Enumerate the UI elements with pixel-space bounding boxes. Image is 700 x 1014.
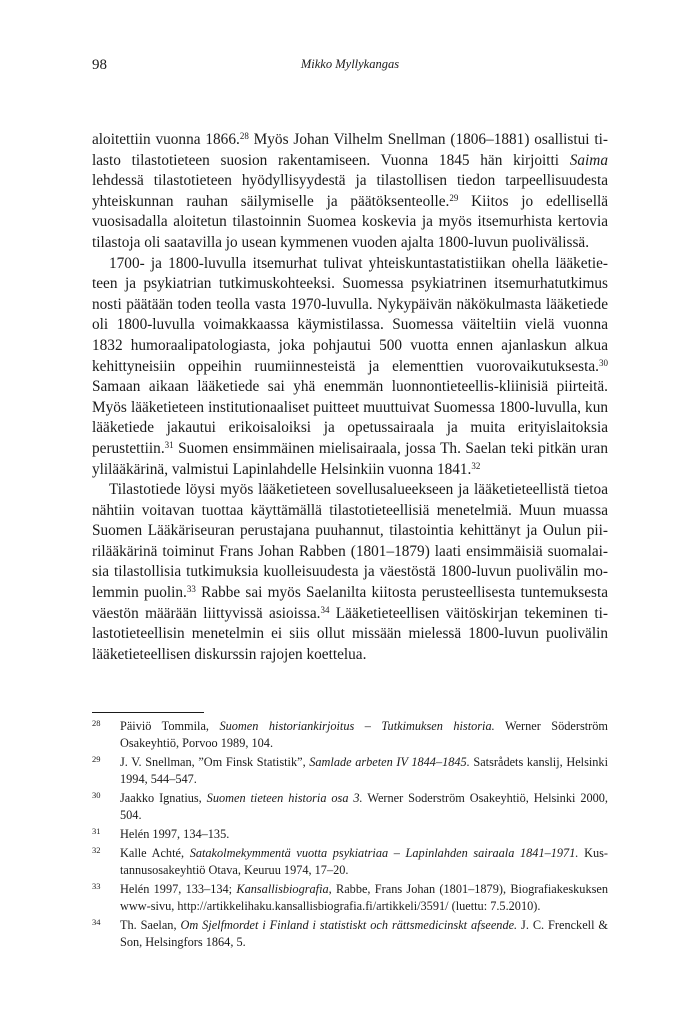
page-number: 98 [92, 57, 107, 73]
footnote [92, 845, 608, 878]
footnote-title: Samlade arbeten IV 1844–1845. [309, 755, 470, 769]
footnote-text: , Rabbe, Frans Johan (1801–1879), Biografiakeskuksen www-sivu, http://artikkelihaku.kansallisbiografia.fi/artikkeli/3591/ (luettu: 7.5.2010). [120, 882, 608, 913]
body-text [92, 130, 608, 665]
text-run: Kiitos jo edellisellä vuosisadalla aloitetun tilastoinnin Suomea koskevia ja myös itsemurhista kertovia tilastoja oli saatavilla jo usean kymmenen vuoden ajalta 1800-luvun puolivälissä. [92, 192, 608, 251]
text-run: Rabbe sai myös Saelanilta kiitosta perusteellisesta tuntemuksesta väestön määrään liittyvissä asioissa. [92, 584, 608, 622]
footnote-title: Kansallisbiografia [236, 882, 329, 897]
footnote-text: Jaakko Ignatius, [120, 791, 207, 805]
footnote-number: 31 [92, 826, 101, 836]
footnote-number: 34 [92, 917, 101, 928]
footnote-text: Satsrådets kanslij, Helsinki 1994, 544–547. [120, 755, 608, 786]
footnote-rule [92, 712, 204, 713]
footnote [92, 826, 608, 843]
footnote [92, 718, 608, 751]
footnote-number: 33 [92, 881, 101, 892]
footnote-ref[interactable]: 34 [320, 604, 330, 615]
paragraph [92, 480, 608, 665]
footnote [92, 917, 608, 950]
footnote-text: Kustannusosakeyhtiö Otava, Keuruu 1974, 17–20. [120, 846, 609, 877]
footnote [92, 754, 608, 787]
text-run: aloitettiin vuonna 1866. [92, 131, 240, 148]
text-run: Samaan aikaan lääketiede sai yhä enemmän luonnontieteellis-kliinisiä piirteitä. Myös lääketieteen institutionaaliset puitteet muuttuivat Suomessa 1800-luvulla, kun lääketiede jakautui erikoisaloiksi ja opetussairaala ja muita erityislaitoksia perustettiin. [92, 378, 608, 457]
footnote-title: Om Sjelfmordet i Finland i statistiskt och rättsmedicinskt afseende. [180, 918, 518, 933]
footnote-title: Suomen historiankirjoitus – Tutkimuksen historia. [219, 719, 495, 733]
footnote-text: Th. Saelan, [120, 918, 181, 933]
footnote-ref[interactable]: 33 [186, 584, 196, 595]
text-run-italic: Saima [569, 151, 608, 169]
footnote-ref[interactable]: 28 [239, 131, 249, 141]
footnote-text: J. V. Snellman, ”Om Finsk Statistik”, [120, 755, 310, 769]
text-run: 1700- ja 1800-luvulla itsemurhat tulivat yhteiskuntastatistiikan ohella lääketieteen ja psykiatrian tutkimuskohteeksi. Suomessa psykiatrinen itsemurhatutkimus nosti päätään toden teolla vasta 1970-luvulla. Nykypäivän näkökulmasta lääketiede oli 1800-luvulla voimakkaassa käymistilassa. Suomessa väiteltiin vielä vuonna 1832 humoraalipatologiasta, joka pohjautui 500 vuotta ennen ajanlaskun alkua kehittyneisiin oppeihin ruumiinnesteistä ja elementtien vuorovaikutuksesta. [92, 254, 608, 375]
footnote-ref[interactable]: 29 [449, 192, 459, 203]
paragraph [92, 254, 608, 481]
footnote-text: Helén 1997, 134–135. [120, 827, 230, 841]
text-run: Myös Johan Vilhelm Snellman (1806–1881) osallistui tilasto tilastotieteen suosion rakentamiseen. Vuonna 1845 hän kirjoitti [92, 131, 608, 169]
footnote-text: Werner Soderström Osakeyhtiö, Helsinki 2000, 504. [120, 791, 608, 822]
text-run: Tilastotiede löysi myös lääketieteen sovellusalueekseen ja lääketieteellistä tietoa nähtiin voitavan tuottaa käyttämällä tilastotieteellisiä menetelmiä. Muun muassa Suomen Lääkäriseuran perustajana puuhannut, tilastointia kehittänyt ja Oulun piirilääkärinä toiminut Frans Johan Rabben (1801–1879) laati ensimmäisiä suomalaisia tilastollisia tutkimuksia kuolleisuudesta ja väestöstä 1800-luvun puolivälin molemmin puolin. [92, 481, 608, 602]
footnote-text: Päiviö Tommila, [120, 719, 220, 733]
footnote-number: 32 [92, 845, 101, 856]
footnote-ref[interactable]: 30 [599, 357, 608, 368]
running-head: Mikko Myllykangas [300, 57, 400, 71]
footnote [92, 881, 608, 914]
footnote-text: Kalle Achté, [120, 846, 190, 861]
footnote-text: Werner Söderström Osakeyhtiö, Porvoo 1989, 104. [120, 719, 608, 750]
footnote-ref[interactable]: 31 [164, 439, 174, 450]
footnotes [92, 718, 608, 953]
footnote-number: 29 [92, 754, 101, 764]
text-run: lehdessä tilastotieteen hyödyllisyydestä ja tilastollisen tiedon tarpeellisuudesta yhteiskunnan rauhan säilymiselle ja päätöksenteolle. [92, 172, 608, 210]
footnote-ref[interactable]: 32 [471, 460, 481, 471]
footnote-number: 30 [92, 790, 101, 800]
footnote-title: Satakolmekymmentä vuotta psykiatriaa – Lapinlahden sairaala 1841–1971. [189, 846, 579, 861]
paragraph [92, 130, 608, 254]
text-run: Suomen ensimmäinen mielisairaala, jossa Th. Saelan teki pitkän uran ylilääkärinä, valmistui Lapinlahdelle Helsinkiin vuonna 1841. [92, 439, 608, 478]
footnote-title: Suomen tieteen historia osa 3. [206, 791, 363, 805]
footnote-number: 28 [92, 718, 101, 728]
footnote-text: Helén 1997, 133–134; [120, 882, 237, 897]
text-run: Lääketieteellisen väitöskirjan tekeminen tilastotieteellisin menetelmin ei siis ollut missään mielessä 1800-luvun puolivälin lääketieteellisen diskurssin rajojen koettelua. [92, 604, 608, 663]
footnote [92, 790, 608, 823]
footnote-text: J. C. Frenckell & Son, Helsingfors 1864, 5. [120, 918, 608, 949]
